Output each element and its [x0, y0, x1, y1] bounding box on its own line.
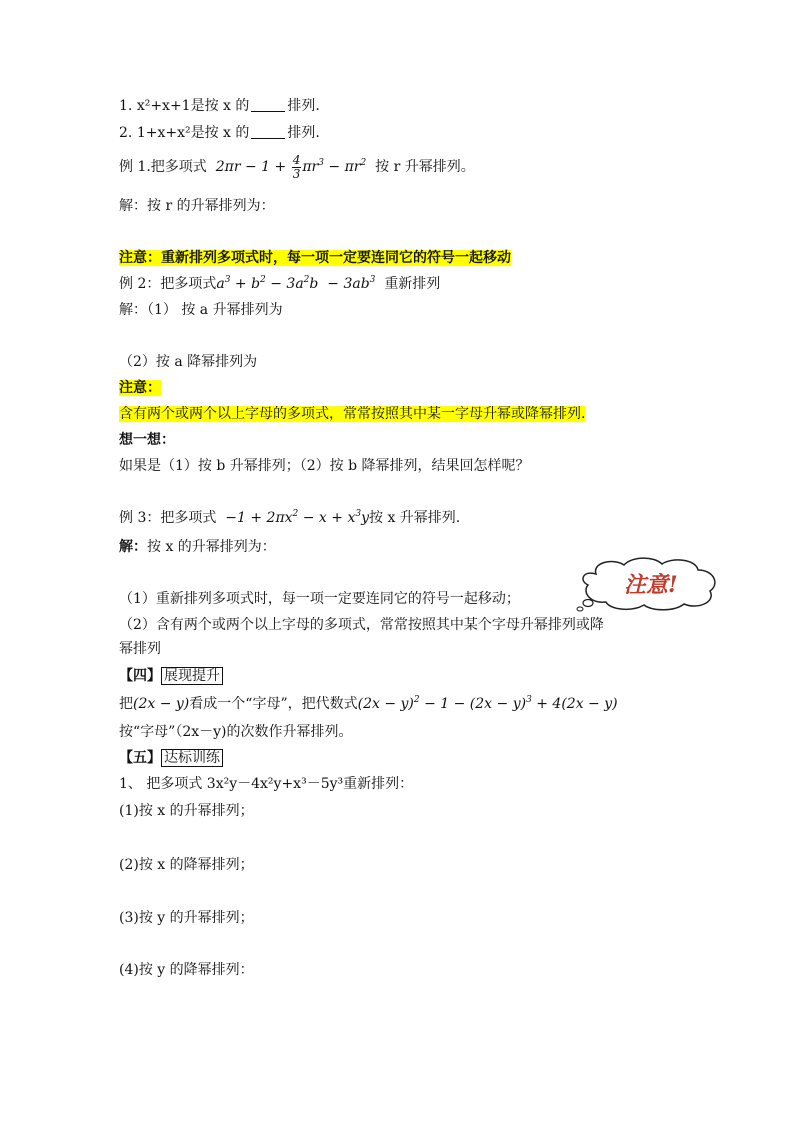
polynomial-ex3: $-1 + 2\pi x^2 - x + x^3y$	[220, 509, 369, 526]
think-body: 如果是（1）按 b 升幂排列；（2）按 b 降幂排列，结果回怎样呢？	[119, 458, 530, 474]
note-2-title: 注意：	[119, 380, 161, 396]
notice-cloud-icon	[574, 556, 724, 612]
algebraic-expression: $(2x - y)^2 - 1 - (2x - y)^3 + 4(2x - y)$	[357, 695, 618, 712]
notice-text: 注意!	[624, 572, 678, 598]
example-3: 例 3：把多项式 $-1 + 2\pi x^2 - x + x^3y$按 x 升幂排列.	[119, 509, 461, 526]
question-2: 2. 1+x+x²是按 x 的 排列.	[119, 125, 320, 141]
task-1-part-3: (3)按 y 的升幂排列；	[119, 910, 254, 926]
task-1-part-4: (4)按 y 的降幂排列：	[119, 962, 254, 978]
example-2: 例 2：把多项式$a^3 + b^2 - 3a^2b - 3ab^3$ 重新排列	[119, 275, 441, 292]
solution-3: 解：按 x 的升幂排列为：	[119, 539, 276, 555]
polynomial-ex2: $a^3 + b^2 - 3a^2b - 3ab^3$	[216, 275, 376, 292]
section-4-heading: 【四】 展现提升	[119, 666, 223, 686]
answer-blank	[251, 97, 285, 112]
summary-2b: 幂排列	[119, 641, 161, 657]
section-5-heading: 【五】 达标训练	[119, 748, 223, 768]
note-2-body: 含有两个或两个以上字母的多项式，常常按照其中某一字母升幂或降幂排列.	[119, 406, 586, 422]
task-1-part-1: (1)按 x 的升幂排列；	[119, 803, 254, 819]
solution-2b: （2）按 a 降幂排列为	[119, 354, 258, 370]
think-title: 想一想：	[119, 432, 175, 448]
task-1-part-2: (2)按 x 的降幂排列；	[119, 857, 254, 873]
solution-1: 解：按 r 的升幂排列为：	[119, 198, 275, 214]
solution-2a: 解：（1） 按 a 升幂排列为	[119, 302, 283, 318]
task-1: 1、 把多项式 3x²y－4x²y+x³－5y³重新排列：	[119, 776, 414, 792]
question-1: 1. x²+x+1是按 x 的 排列.	[119, 98, 320, 114]
answer-blank	[251, 124, 285, 139]
summary-1: （1）重新排列多项式时，每一项一定要连同它的符号一起移动；	[119, 591, 520, 607]
polynomial-ex1: 2πr − 1 + $\frac{4}{3}$ $\pi r^3 - \pi r^2$	[211, 152, 367, 181]
practice-4a: 把(2x − y)看成一个“字母”，把代数式$(2x - y)^2 - 1 - (2x - y)^3 + 4(2x - y)$	[119, 695, 618, 712]
example-1: 例 1.把多项式 2πr − 1 + $\frac{4}{3}$ $\pi r^3 - \pi r^2$ 按 r 升幂排列。	[119, 152, 475, 181]
summary-2a: （2）含有两个或两个以上字母的多项式，常常按照其中某个字母升幂排列或降	[119, 617, 604, 633]
practice-4b: 按“字母”（2x－y)的次数作升幂排列。	[119, 724, 353, 740]
fraction: $\frac{4}{3}$	[292, 152, 301, 181]
note-1: 注意：重新排列多项式时，每一项一定要连同它的符号一起移动	[119, 250, 511, 266]
